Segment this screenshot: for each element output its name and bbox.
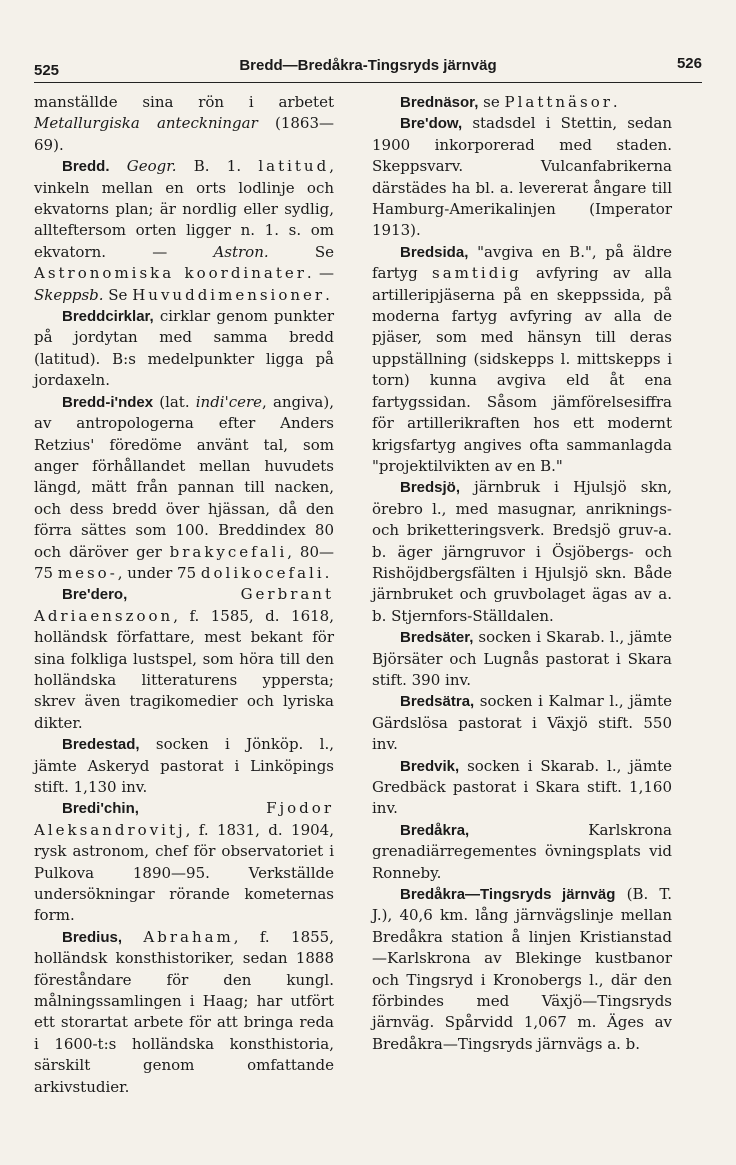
entry-headword: Bredsäter,: [400, 629, 474, 647]
entry-text: , 80—75: [34, 542, 334, 582]
entry-text: Gerbrant Adriaenszoon: [34, 585, 334, 625]
entry-paragraph: [372, 477, 672, 627]
entry-text: latitud: [258, 157, 330, 176]
entry-headword: Bredestad,: [62, 736, 140, 754]
entry-text: , f. 1831, d. 1904, rysk astronom, chef för observatoriet i Pulkova 1890—95. Verkställde undersökningar rörande kometernas form.: [34, 820, 334, 925]
entry-text: (1863—69).: [34, 114, 334, 154]
entry-paragraph: [34, 392, 334, 585]
entry-headword: Bredsida,: [400, 243, 469, 261]
entry-headword: Bredåkra—Tingsryds järnväg: [400, 886, 616, 904]
entry-paragraph: [372, 691, 672, 755]
entry-text: Astronomiska koordinater: [34, 264, 307, 283]
entry-paragraph: [372, 113, 672, 241]
entry-text: se: [478, 93, 505, 111]
entry-text: cirklar genom punkter på jordytan med samma bredd (latitud). B:s medelpunkter ligga på jordaxeln.: [34, 307, 334, 390]
entry-text: [139, 799, 266, 817]
entry-headword: Brednäsor,: [400, 94, 479, 111]
entry-text: (lat.: [153, 392, 196, 411]
entry-paragraph: [372, 242, 672, 477]
entry-text: , vinkeln mellan en orts lodlinje och ekvatorns plan; är nordlig eller sydlig, allteftersom orten ligger n. 1. s. om ekvatorn. —: [34, 157, 334, 261]
entry-paragraph: [372, 756, 672, 820]
entry-text: samtidig: [432, 264, 522, 283]
entry-paragraph: [34, 927, 334, 1098]
entry-text: stadsdel i Stettin, sedan 1900 inkorporerad med staden. Skeppsvarv. Vulcanfabrikerna därstädes ha bl. a. levererat ångare till Hamburg-Amerikalinjen (Imperator 1913).: [372, 114, 672, 240]
entry-text: Metallurgiska anteckningar: [34, 114, 258, 133]
entry-headword: Bredius,: [62, 928, 123, 946]
entry-text: Astron.: [213, 242, 269, 261]
entry-headword: Bredd-i'ndex: [62, 393, 154, 411]
entry-text: [127, 585, 240, 603]
entry-paragraph: [34, 798, 334, 926]
entry-text: (B. T. J.), 40,6 km. lång järnvägslinje mellan Bredåkra station å linjen Kristianstad—Karlskrona av Blekinge kustbanor och Tingsryd i Kronobergs l., där den förbindes med Växjö—Tingsryds järnväg. Spårvidd 1,067 m. Äges av Bredåkra—Tingsryds järnvägs a. b.: [372, 885, 672, 1053]
entry-paragraph: [34, 92, 334, 156]
entry-text: Se: [268, 242, 335, 261]
entry-text: Huvuddimensioner: [132, 285, 326, 304]
entry-text: , f. 1855, holländsk konsthistoriker, sedan 1888 föreståndare för den kungl. målningssamlingen i Haag; har utfört ett storartat arbete för att bringa reda i 1600-t:s holländska konsthistoria, särskilt genom omfattande arkivstudier.: [34, 927, 334, 1096]
entry-text: , f. 1585, d. 1618, holländsk författare, mest bekant för sina folkliga lustspel, som höra till den holländska litteraturens ypperstа; skrev även tragikomedier och lyriska dikter.: [34, 606, 334, 732]
entry-text: socken i Skarab. l., jämte Björsäter och Lugnås pastorat i Skara stift. 390 inv.: [372, 628, 672, 689]
page-number-left: 525: [34, 62, 60, 79]
entry-text: .: [612, 93, 618, 111]
entry-text: socken i Kalmar l., jämte Gärdslösa pastorat i Växjö stift. 550 inv.: [372, 692, 672, 754]
entry-text: . —: [306, 264, 334, 283]
entry-text: Fjodor Aleksandrovitj: [34, 799, 334, 839]
entry-text: Abraham: [143, 927, 234, 946]
entry-text: .: [325, 285, 330, 304]
entry-headword: Bre'dow,: [400, 115, 463, 133]
entry-text: Skeppsb.: [34, 285, 104, 304]
entry-text: socken i Jönköp. l., jämte Askeryd pastorat i Linköpings stift. 1,130 inv.: [34, 735, 334, 796]
entry-text: , angiva), av antropologerna efter Anders Retzius' föredöme använt tal, som anger förhållandet mellan huvudets längd, mätt från pannan till nacken, och dess bredd över hjässan, då den förra sättes som 100. Breddindex 80 och däröver ger: [34, 392, 334, 561]
entry-paragraph: [372, 92, 672, 113]
entry-headword: Bredvik,: [400, 757, 460, 775]
entry-text: .: [324, 563, 330, 582]
entry-text: Se: [103, 285, 133, 304]
entry-text: Plattnäsor: [504, 93, 613, 111]
page-number-right: 526: [676, 55, 702, 72]
entry-text: Karlskrona grenadiärregementes övningsplats vid Ronneby.: [372, 820, 672, 882]
entry-headword: Breddcirklar,: [62, 308, 154, 326]
entry-paragraph: [34, 734, 334, 798]
entry-headword: Bredsätra,: [400, 693, 475, 711]
entry-text: , under 75: [117, 563, 201, 582]
entry-text: meso-: [57, 563, 118, 582]
entry-text: indi'cere: [195, 392, 263, 411]
entry-text: dolikocefali: [200, 563, 325, 582]
entry-text: manställde sina rön i arbetet: [34, 93, 334, 111]
entry-paragraph: [372, 820, 672, 884]
entry-text: [110, 157, 127, 175]
entry-paragraph: [372, 884, 672, 1055]
entry-paragraph: [34, 306, 334, 392]
entry-text: brakycefali: [169, 542, 288, 561]
entry-text: B. 1.: [176, 157, 259, 176]
entry-headword: Bredi'chin,: [62, 800, 139, 818]
entry-paragraph: [372, 627, 672, 691]
entry-text: socken i Skarab. l., jämte Gredbäck pastorat i Skara stift. 1,160 inv.: [372, 756, 672, 818]
entry-paragraph: [34, 584, 334, 734]
header-rule: [34, 82, 702, 83]
entry-text: järnbruk i Hjulsjö skn, örebro l., med masugnar, anriknings- och briketteringsverk. Bredsjö gruv-a. b. äger järngruvor i Ösjöbergs- och Rishöjdbergsfälten i Hjulsjö skn. Både järnbruket och gruvbolaget ägas av a. b. Stjernfors-Ställdalen.: [372, 478, 672, 625]
running-title: Bredd—Bredåkra-Tingsryds järnväg: [239, 57, 497, 74]
entry-headword: Bredåkra,: [400, 821, 470, 839]
entry-text: Geogr.: [126, 157, 177, 176]
entry-headword: Bredsjö,: [400, 479, 461, 497]
page-header: [34, 50, 702, 80]
right-column: [372, 92, 672, 1055]
entry-headword: Bredd.: [62, 158, 110, 176]
entry-paragraph: [34, 156, 334, 306]
entry-text: avfyring av alla artilleripjäserna på en skeppssida, på moderna fartyg avfyring av alla de pjäser, som med hänsyn till deras uppställning (sidskepps l. mittskepps i torn) kunna avgiva eld åt ena fartygssidan. Såsom jämförelsesiffra för artillerikraften hos ett modernt krigsfartyg angives ofta sammanlagda "projektilvikten av en B.": [372, 264, 672, 475]
entry-headword: Bre'dero,: [62, 586, 128, 604]
entry-text: "avgiva en B.", på äldre fartyg: [372, 242, 672, 283]
entry-text: [122, 928, 143, 946]
left-column: [34, 92, 334, 1098]
